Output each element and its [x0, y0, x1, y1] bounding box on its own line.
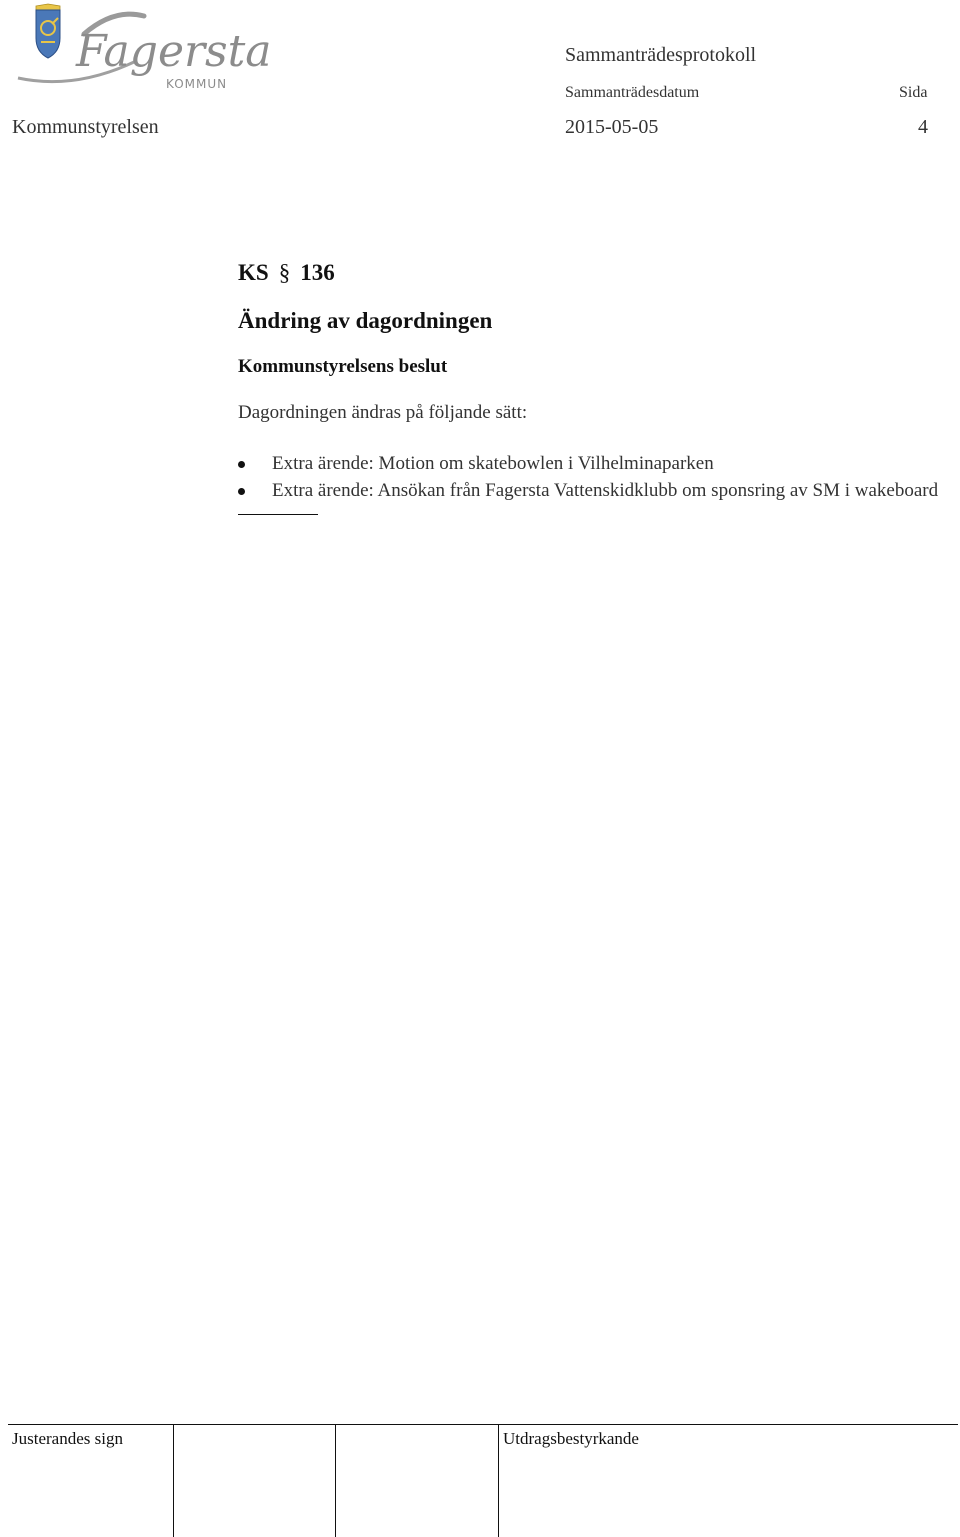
- page-number: 4: [918, 116, 928, 138]
- paragraph-id: 136: [300, 260, 335, 285]
- sign-label-cell: [8, 1425, 173, 1537]
- agenda-changes-list: [238, 450, 948, 504]
- extract-label: Utdragsbestyrkande: [503, 1429, 639, 1448]
- list-item-text: Extra ärende: Ansökan från Fagersta Vattenskidklubb om sponsring av SM i wakeboard: [272, 480, 939, 501]
- section-sign: §: [278, 260, 291, 285]
- end-divider: [238, 514, 318, 515]
- document-type: Sammanträdesprotokoll: [565, 44, 757, 66]
- meeting-date: 2015-05-05: [565, 116, 659, 138]
- paragraph-series: KS: [238, 260, 269, 285]
- fagersta-kommun-logo: [14, 4, 272, 94]
- list-item: [238, 477, 948, 504]
- list-item: [238, 450, 948, 477]
- list-item-text: Extra ärende: Motion om skatebowlen i Vilhelminaparken: [272, 453, 714, 474]
- logo-subtext: KOMMUN: [166, 77, 228, 91]
- bullet-icon: [238, 488, 245, 495]
- decision-text: Dagordningen ändras på följande sätt:: [238, 402, 528, 423]
- item-title: Ändring av dagordningen: [238, 308, 493, 333]
- page-label: Sida: [899, 84, 928, 101]
- signature-box: [173, 1425, 335, 1537]
- extract-cell: [498, 1425, 958, 1537]
- bullet-icon: [238, 461, 245, 468]
- minutes-item: [238, 260, 948, 515]
- signature-footer: [8, 1424, 958, 1537]
- logo-wordmark: Fagersta: [76, 26, 272, 77]
- coat-of-arms-icon: [36, 4, 60, 58]
- committee-name: Kommunstyrelsen: [12, 116, 159, 138]
- date-label: Sammanträdesdatum: [565, 84, 700, 101]
- paragraph-number: [238, 260, 948, 286]
- signature-box: [335, 1425, 498, 1537]
- decision-heading: Kommunstyrelsens beslut: [238, 356, 448, 377]
- sign-label: Justerandes sign: [12, 1429, 123, 1448]
